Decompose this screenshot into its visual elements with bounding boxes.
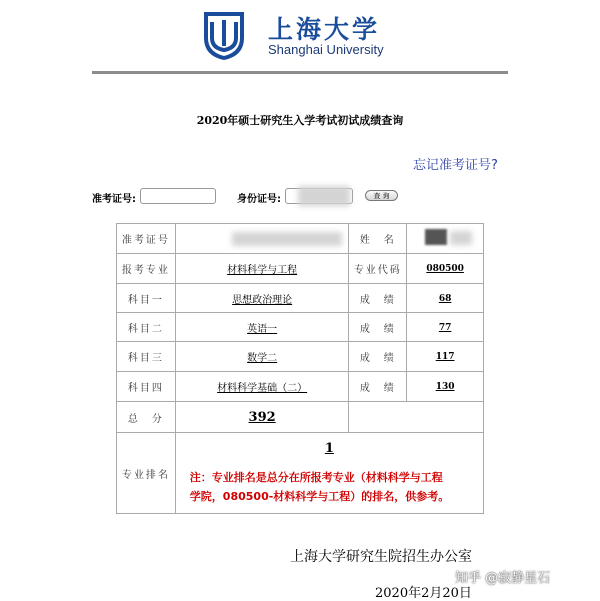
- major-value: 材料科学与工程: [175, 254, 349, 284]
- score-label: 成 绩: [349, 372, 407, 402]
- exam-id-label: 准考证号:: [92, 194, 136, 205]
- subject-label: 科目四: [117, 372, 176, 402]
- score-table: [116, 223, 484, 514]
- subject-name: 英语一: [175, 313, 349, 342]
- header-divider: [92, 71, 508, 74]
- rank-note-line2: 学院，080500-材料科学与工程）的排名，供参考。: [189, 489, 450, 503]
- score-label: 成 绩: [349, 313, 407, 342]
- table-row: [117, 372, 484, 402]
- table-row: [117, 284, 484, 313]
- table-row: [117, 433, 484, 514]
- major-label: 报考专业: [117, 254, 176, 284]
- page-title: 2020年硕士研究生入学考试初试成绩查询: [196, 114, 404, 127]
- total-label: 总 分: [117, 402, 176, 433]
- search-button[interactable]: 查 询: [365, 190, 398, 201]
- rank-value: 1: [324, 440, 334, 456]
- issue-date: 2020年2月20日: [375, 586, 472, 601]
- watermark: 知乎 @寂静星石: [455, 571, 551, 586]
- name-cell-label: 姓 名: [349, 224, 407, 254]
- brand-name-en: Shanghai University: [268, 42, 384, 57]
- brand-name-cn: 上海大学: [268, 15, 381, 44]
- rank-label: 专业排名: [117, 433, 176, 514]
- issuing-office: 上海大学研究生院招生办公室: [290, 549, 472, 565]
- major-code-value: 080500: [407, 254, 484, 284]
- subject-label: 科目三: [117, 342, 176, 372]
- subject-score: 77: [407, 313, 484, 342]
- university-logo-icon: [200, 8, 248, 62]
- subject-label: 科目二: [117, 313, 176, 342]
- forgot-exam-id-link[interactable]: 忘记准考证号?: [413, 158, 498, 173]
- score-label: 成 绩: [349, 342, 407, 372]
- total-empty-cell: [349, 402, 484, 433]
- table-row: [117, 402, 484, 433]
- table-row: [117, 342, 484, 372]
- name-value: [407, 224, 484, 254]
- subject-score: 68: [407, 284, 484, 313]
- subject-score: 117: [407, 342, 484, 372]
- rank-note-line1: 注：专业排名是总分在所报考专业（材料科学与工程: [189, 470, 443, 484]
- subject-label: 科目一: [117, 284, 176, 313]
- table-row: [117, 254, 484, 284]
- exam-id-cell-label: 准考证号: [117, 224, 176, 254]
- exam-id-value: [175, 224, 349, 254]
- subject-score: 130: [407, 372, 484, 402]
- subject-name: 思想政治理论: [175, 284, 349, 313]
- total-value: 392: [175, 402, 349, 433]
- subject-name: 数学二: [175, 342, 349, 372]
- rank-cell: [175, 433, 483, 514]
- id-card-label: 身份证号:: [237, 194, 281, 205]
- score-label: 成 绩: [349, 284, 407, 313]
- table-row: [117, 224, 484, 254]
- table-row: [117, 313, 484, 342]
- subject-name: 材料科学基础（二）: [175, 372, 349, 402]
- exam-id-input[interactable]: [140, 188, 216, 204]
- redaction-blur: [298, 186, 350, 206]
- major-code-label: 专业代码: [349, 254, 407, 284]
